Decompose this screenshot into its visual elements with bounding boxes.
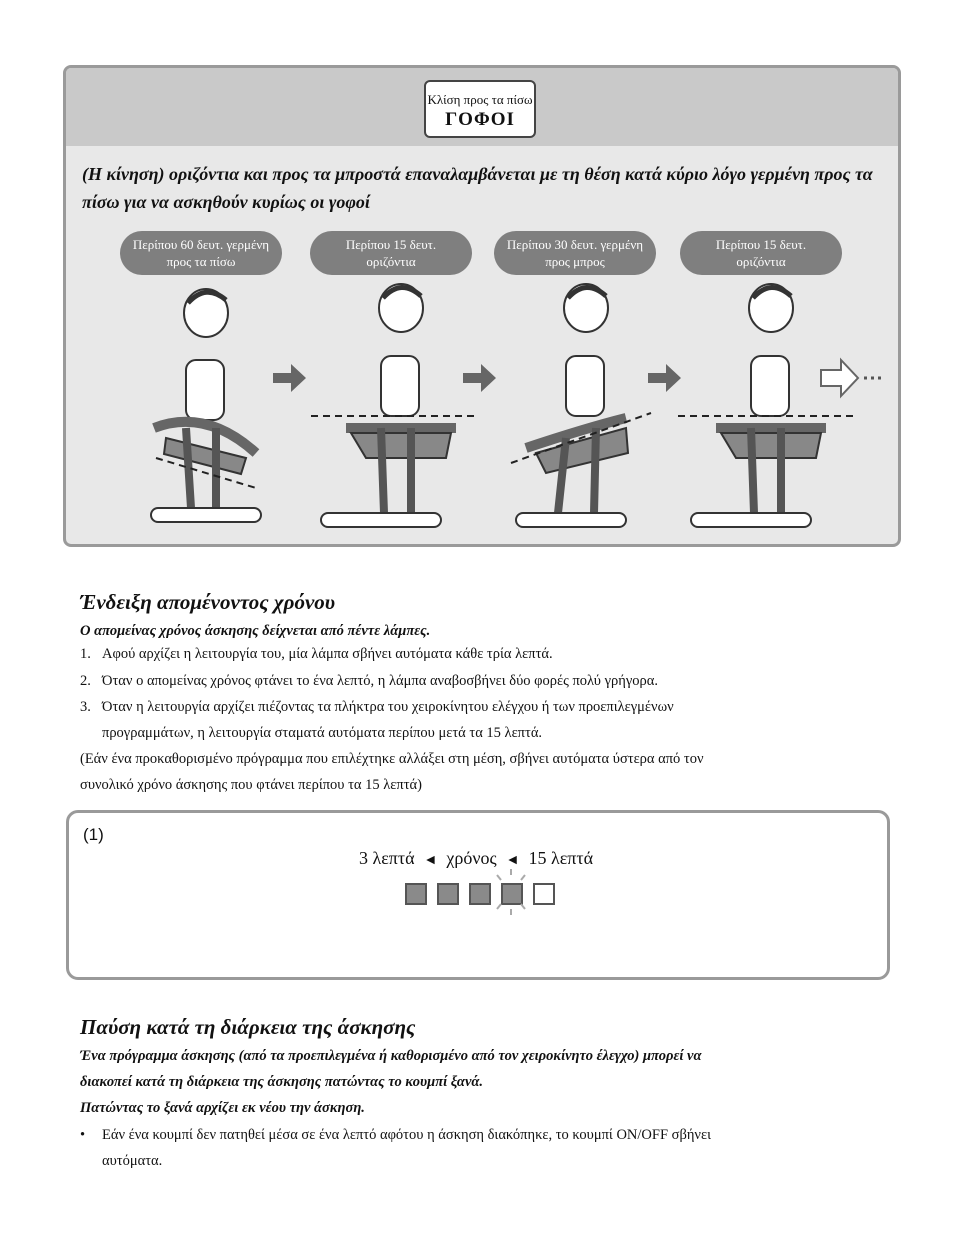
item-text: Όταν ο απομείνας χρόνος φτάνει το ένα λεπτό, η λάμπα αναβοσβήνει δύο φορές πολύ γρήγορα.	[102, 673, 658, 689]
step-1-line2: προς τα πίσω	[166, 254, 236, 269]
bullet-icon: •	[80, 1127, 86, 1143]
blink-rays-icon	[487, 869, 535, 917]
lamp-row	[405, 883, 565, 913]
hips-program-panel	[63, 65, 901, 547]
arrow-1	[273, 364, 306, 392]
pause-heading: Παύση κατά τη διάρκεια της άσκησης	[80, 1015, 416, 1039]
program-title-box	[424, 80, 536, 138]
bullet-line-1: Εάν ένα κουμπί δεν πατηθεί μέσα σε ένα λεπτό αφότου η άσκηση διακόπηκε, το κουμπί ON/OFF σβήνει	[102, 1127, 711, 1143]
right-time-label: 15 λεπτά	[528, 848, 594, 868]
lamp-indicator-panel	[66, 810, 890, 980]
pause-line-1: Ένα πρόγραμμα άσκησης (από τα προεπιλεγμένα ή καθορισμένο από τον χειροκίνητο έλεγχο) μπορεί να	[80, 1048, 702, 1064]
step-1-line1: Περίπου 60 δευτ. γερμένη	[132, 237, 270, 252]
list-item	[80, 1122, 870, 1174]
remaining-time-intro: Ο απομείνας χρόνος άσκησης δείχνεται από πέντε λάμπες.	[80, 623, 431, 639]
list-item	[80, 668, 860, 694]
list-item	[80, 694, 860, 746]
step-pill-1	[120, 231, 282, 275]
item-text: Όταν η λειτουργία αρχίζει πιέζοντας τα πλήκτρα του χειροκίνητου ελέγχου ή των προεπιλεγμένων	[102, 699, 674, 715]
program-title: ΓΟΦΟΙ	[445, 109, 515, 130]
right-arrow-icon: ◄	[505, 853, 520, 868]
arrow-2	[463, 364, 496, 392]
lamp-icon	[405, 883, 427, 905]
bullet-line-2: αυτόματα.	[102, 1153, 163, 1169]
item-number: 1.	[80, 646, 91, 662]
step-4-line2: οριζόντια	[736, 254, 786, 269]
timer-scale	[359, 848, 593, 869]
item-text-continued: προγραμμάτων, η λειτουργία σταματά αυτόματα περίπου μετά τα 15 λεπτά.	[102, 725, 543, 741]
exercise-illustration	[66, 278, 898, 540]
figure-horizontal-1	[311, 284, 476, 527]
arrow-repeat	[821, 360, 858, 396]
list-item	[80, 641, 860, 667]
step-pill-4	[680, 231, 842, 275]
step-pill-3	[494, 231, 656, 275]
figure-tilted-forward	[511, 284, 651, 527]
arrow-3	[648, 364, 681, 392]
note-line-2: συνολικό χρόνο άσκησης που φτάνει περίπου τα 15 λεπτά)	[80, 777, 422, 793]
note-line-1: (Εάν ένα προκαθορισμένο πρόγραμμα που επιλέχτηκε αλλάξει στη μέση, σβήνει αυτόματα ύστερα από τον	[80, 751, 704, 767]
step-4-line1: Περίπου 15 δευτ.	[715, 237, 807, 252]
step-3-line2: προς μπρος	[545, 254, 605, 269]
step-2-line2: οριζόντια	[366, 254, 416, 269]
remaining-note	[80, 746, 880, 798]
pause-line-3: Πατώντας το ξανά αρχίζει εκ νέου την άσκηση.	[80, 1100, 365, 1116]
item-number: 2.	[80, 673, 91, 689]
lamp-icon	[437, 883, 459, 905]
step-2-line1: Περίπου 15 δευτ.	[345, 237, 437, 252]
pause-line-2: διακοπεί κατά τη διάρκεια της άσκησης πατώντας το κουμπί ξανά.	[80, 1074, 484, 1090]
remaining-time-heading: Ένδειξη απομένοντος χρόνου	[80, 590, 336, 614]
lamp-icon	[533, 883, 555, 905]
step-3-line1: Περίπου 30 δευτ. γερμένη	[506, 237, 644, 252]
step-pill-2	[310, 231, 472, 275]
program-description: (Η κίνηση) οριζόντια και προς τα μπροστά επαναλαμβάνεται με τη θέση κατά κύριο λόγο γερμένη προς τα πίσω για να ασκηθούν κυρίως οι γοφοί	[82, 164, 873, 212]
left-arrow-icon: ◄	[423, 853, 438, 868]
figure-label: (1)	[83, 825, 104, 844]
item-text: Αφού αρχίζει η λειτουργία του, μία λάμπα σβήνει αυτόματα κάθε τρία λεπτά.	[102, 646, 553, 662]
left-time-label: 3 λεπτά	[359, 848, 415, 868]
figure-horizontal-2	[678, 284, 856, 527]
program-subtitle: Κλίση προς τα πίσω	[427, 92, 533, 107]
item-number: 3.	[80, 699, 91, 715]
time-label: χρόνος	[446, 848, 497, 868]
figure-tilted-back	[151, 289, 261, 522]
